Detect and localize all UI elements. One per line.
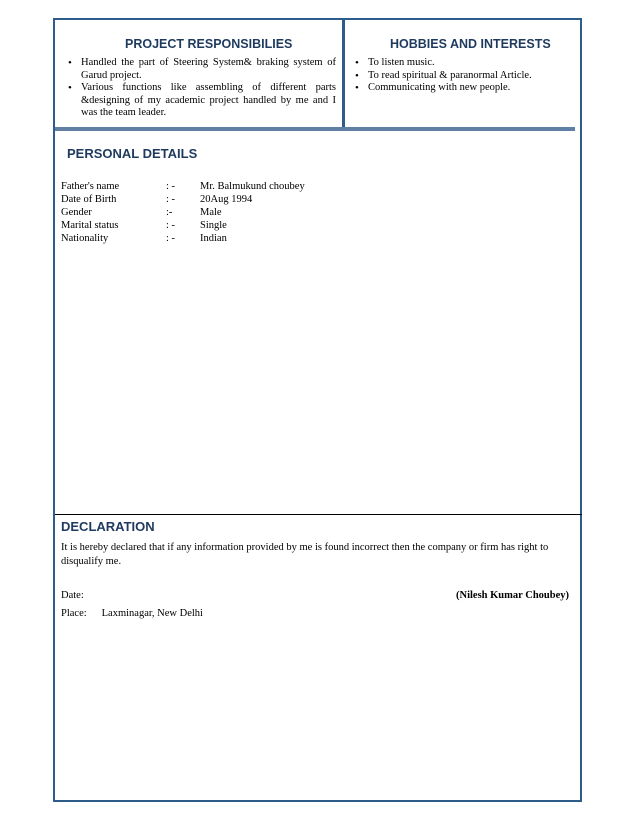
list-item: • To listen music. [353, 57, 573, 70]
list-item: • To read spiritual & paranormal Article. [353, 70, 573, 83]
detail-separator: : - [166, 181, 176, 192]
detail-row [61, 219, 400, 232]
detail-key: Marital status [61, 220, 119, 231]
page-border [53, 18, 582, 802]
declaration-rule [55, 514, 582, 515]
detail-row [61, 206, 400, 219]
list-item: • Various functions like assembling of different parts &designing of my academic project handled by me and I was the team leader. [66, 82, 336, 120]
detail-value: Male [200, 207, 222, 218]
detail-key: Date of Birth [61, 194, 117, 205]
detail-key: Gender [61, 207, 92, 218]
hobbies-heading: HOBBIES AND INTERESTS [390, 37, 551, 51]
detail-value: 20Aug 1994 [200, 194, 253, 205]
detail-separator: : - [166, 194, 176, 205]
list-item: • Handled the part of Steering System& braking system of Garud project. [66, 57, 336, 82]
detail-row [61, 180, 400, 193]
hobbies-list [353, 57, 573, 95]
personal-details-table [61, 180, 400, 245]
signature-name: (Nilesh Kumar Choubey) [456, 590, 569, 601]
place-value: Laxminagar, New Delhi [101, 608, 203, 619]
personal-details-heading: PERSONAL DETAILS [67, 146, 198, 161]
declaration-text: It is hereby declared that if any information provided by me is found incorrect then the company or firm has right to disqualify me. [61, 542, 549, 567]
project-responsibilities-list [66, 57, 336, 120]
place-label: Place: [61, 608, 87, 619]
detail-value: Indian [200, 233, 227, 244]
list-item: • Communicating with new people. [353, 82, 573, 95]
detail-value: Mr. Balmukund choubey [200, 181, 305, 192]
declaration-heading: DECLARATION [61, 519, 155, 534]
detail-row [61, 193, 400, 206]
date-label: Date: [61, 590, 84, 601]
section-divider [55, 127, 575, 131]
detail-separator: : - [166, 233, 176, 244]
detail-key: Father's name [61, 181, 120, 192]
detail-value: Single [200, 220, 227, 231]
detail-separator: :- [166, 207, 173, 218]
detail-separator: : - [166, 220, 176, 231]
detail-key: Nationality [61, 233, 109, 244]
detail-row [61, 232, 400, 245]
column-divider [342, 18, 345, 130]
place-line [61, 608, 203, 619]
project-responsibilities-heading: PROJECT RESPONSIBILIES [125, 37, 293, 51]
